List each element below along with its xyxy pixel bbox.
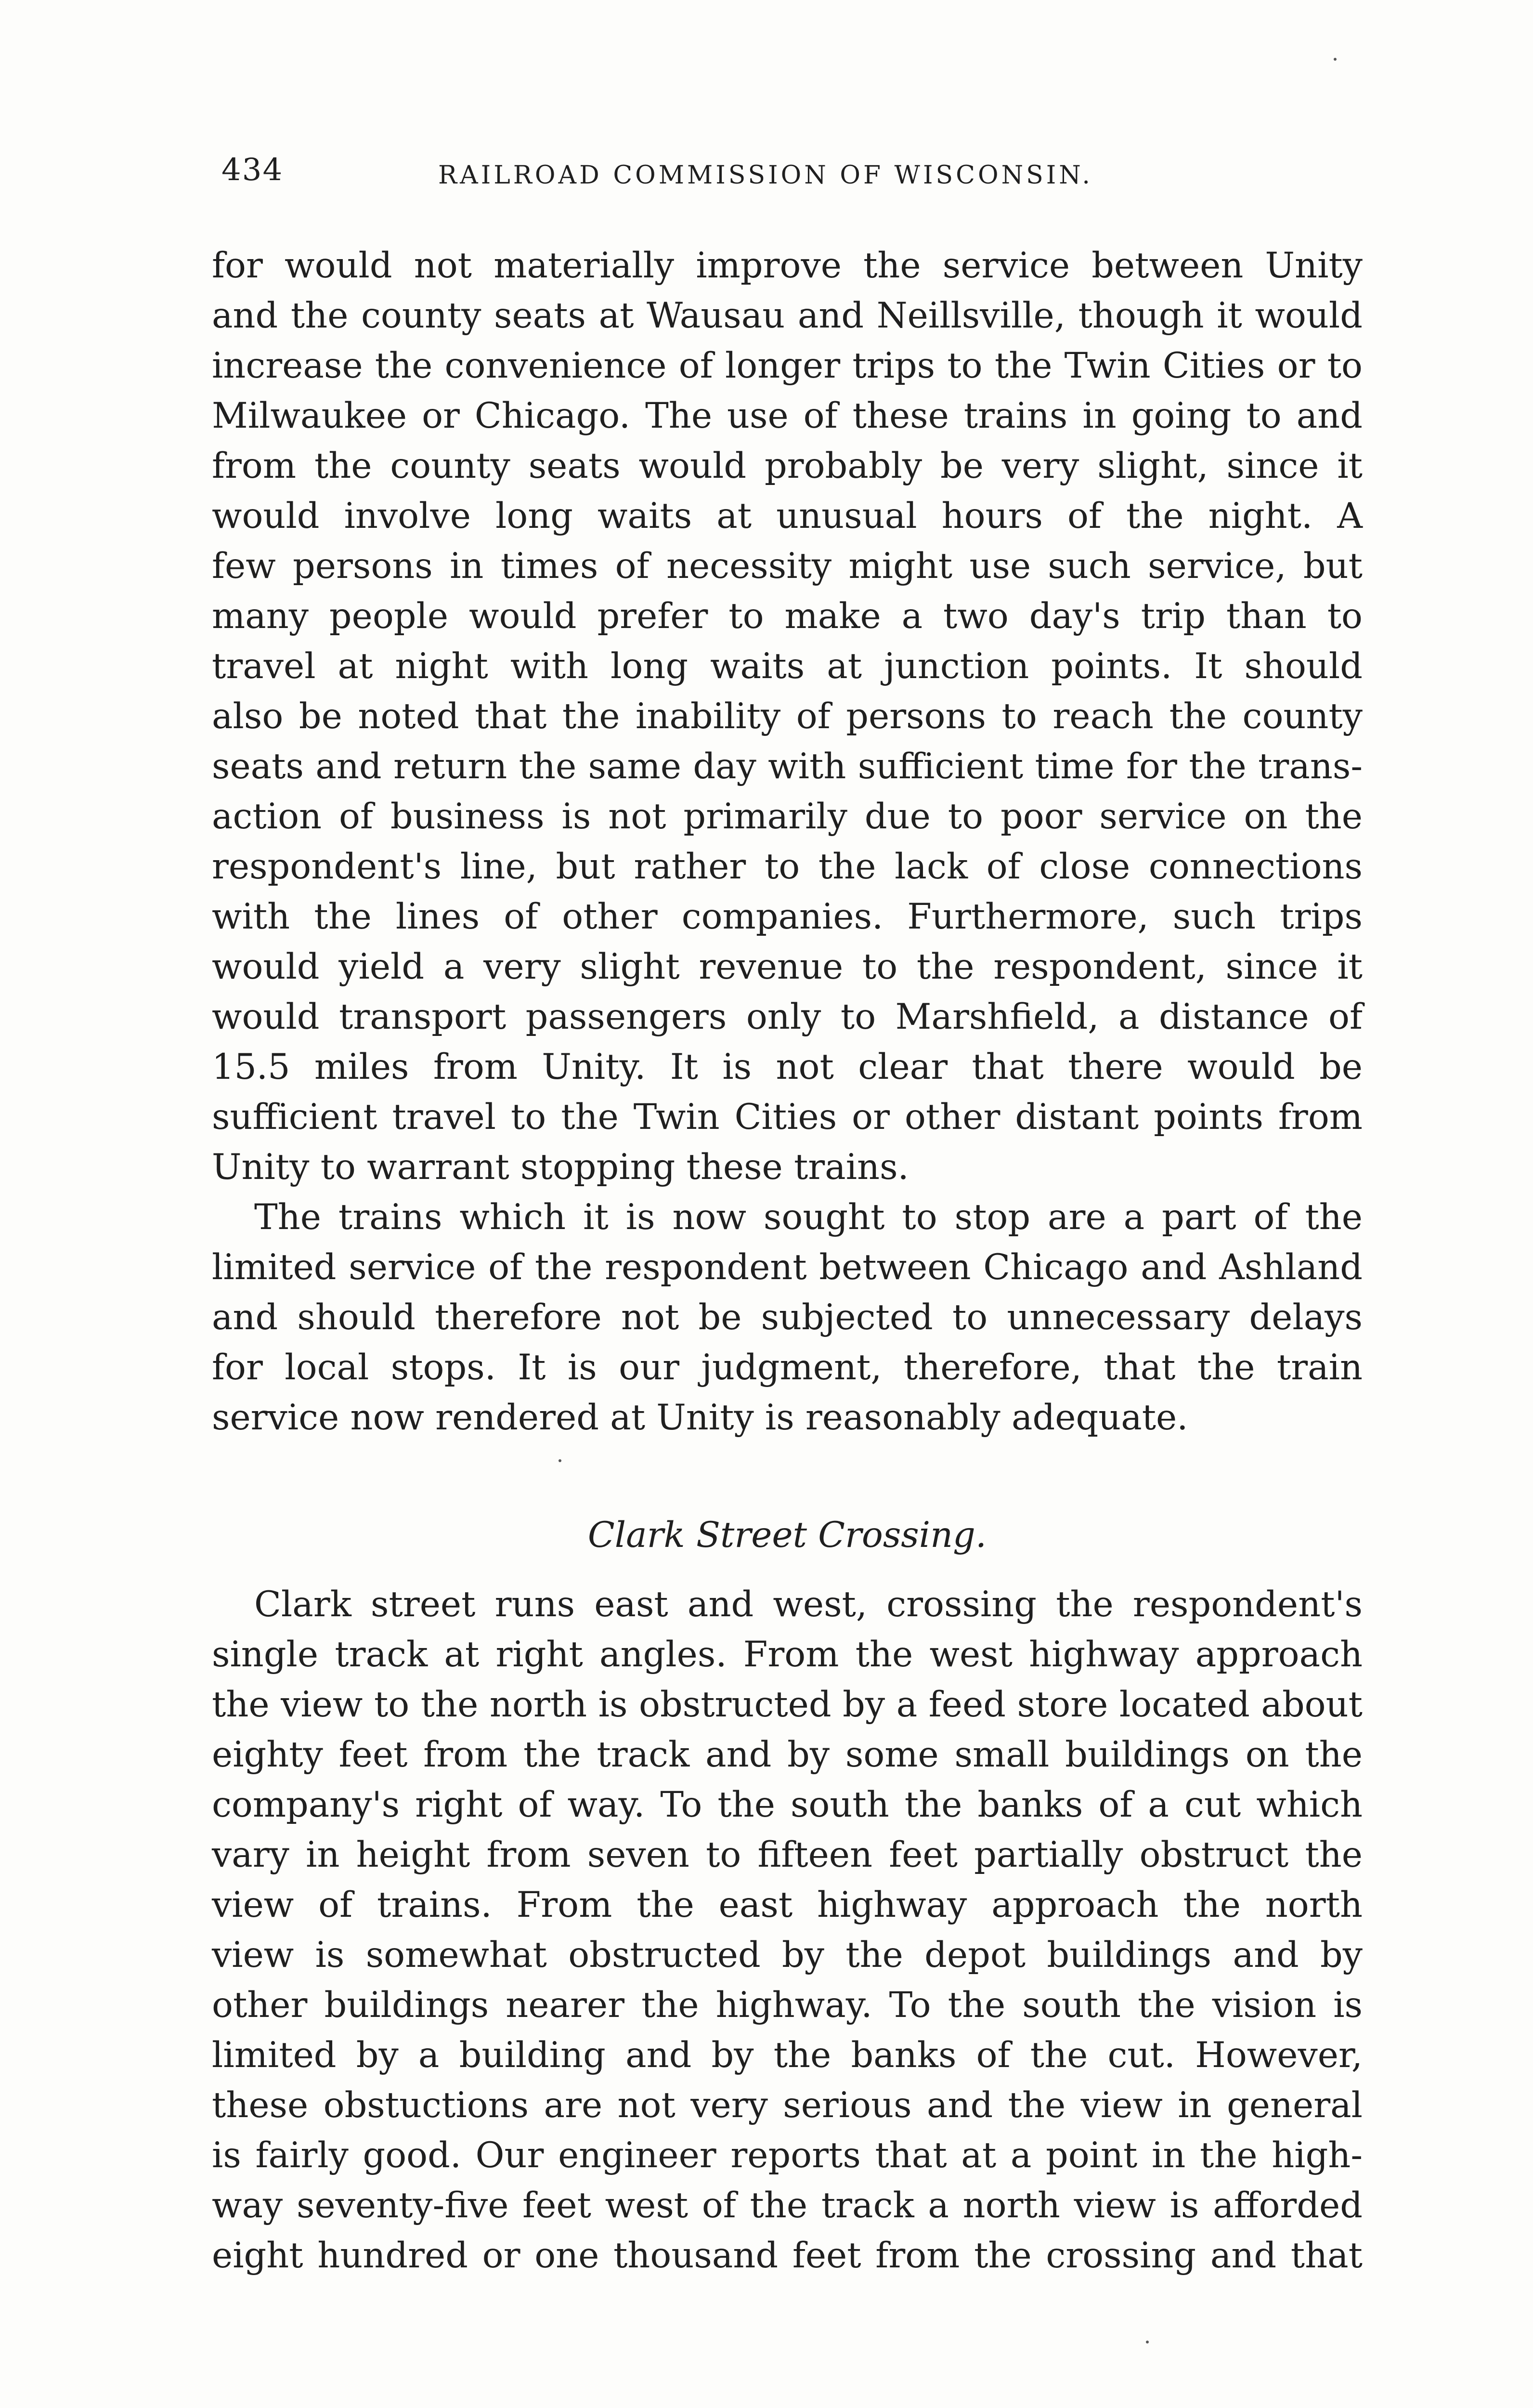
text-line: limited by a building and by the banks of the cut. However, — [212, 2035, 1363, 2076]
text-line: vary in height from seven to fifteen feet partially obstruct the — [212, 1834, 1363, 1875]
text-line: would yield a very slight revenue to the respondent, since it — [212, 946, 1363, 987]
text-line: company's right of way. To the south the banks of a cut which — [212, 1784, 1363, 1825]
text-line: and should therefore not be subjected to unnecessary delays — [212, 1297, 1363, 1338]
text-line: also be noted that the inability of persons to reach the county — [212, 696, 1363, 737]
text-line: eighty feet from the track and by some small buildings on the — [212, 1734, 1363, 1775]
scan-speck — [1334, 58, 1337, 61]
text-line: these obstuctions are not very serious and the view in general — [212, 2085, 1363, 2126]
text-line: seats and return the same day with sufficient time for the trans- — [212, 746, 1363, 787]
text-line: for local stops. It is our judgment, therefore, that the train — [212, 1347, 1363, 1388]
text-line: is fairly good. Our engineer reports that at a point in the high- — [212, 2135, 1363, 2176]
text-line: from the county seats would probably be very slight, since it — [212, 445, 1363, 486]
text-line: for would not materially improve the service between Unity — [212, 245, 1363, 286]
paragraph — [212, 1580, 1363, 2281]
text-line: the view to the north is obstructed by a feed store located about — [212, 1684, 1363, 1725]
paragraph — [212, 1192, 1363, 1443]
scan-speck — [559, 1459, 561, 1462]
text-line: action of business is not primarily due to poor service on the — [212, 796, 1363, 837]
text-line: would involve long waits at unusual hours of the night. A — [212, 496, 1363, 537]
text-line: few persons in times of necessity might use such service, but — [212, 546, 1363, 587]
section-heading: Clark Street Crossing. — [587, 1515, 987, 1556]
page-header — [212, 144, 1358, 202]
text-line: view is somewhat obstructed by the depot buildings and by — [212, 1935, 1363, 1976]
text-line: many people would prefer to make a two day's trip than to — [212, 596, 1363, 637]
text-line: Milwaukee or Chicago. The use of these trains in going to and — [212, 395, 1363, 436]
text-line: with the lines of other companies. Furthermore, such trips — [212, 896, 1363, 937]
page-body — [212, 241, 1363, 2281]
text-line: Unity to warrant stopping these trains. — [212, 1147, 909, 1188]
text-line: sufficient travel to the Twin Cities or other distant points from — [212, 1097, 1363, 1138]
text-line: view of trains. From the east highway approach the north — [212, 1885, 1363, 1925]
text-line: would transport passengers only to Marshfield, a distance of — [212, 996, 1363, 1037]
running-head: RAILROAD COMMISSION OF WISCONSIN. — [438, 161, 1093, 190]
text-line: other buildings nearer the highway. To the south the vision is — [212, 1985, 1363, 2026]
text-line: travel at night with long waits at junction points. It should — [212, 646, 1363, 687]
scan-speck — [1146, 2341, 1149, 2343]
text-line: and the county seats at Wausau and Neillsville, though it would — [212, 295, 1363, 336]
text-line: service now rendered at Unity is reasonably adequate. — [212, 1397, 1188, 1438]
paragraph-continuation — [212, 241, 1363, 1192]
text-line: respondent's line, but rather to the lack of close connections — [212, 846, 1363, 887]
text-line: eight hundred or one thousand feet from the crossing and that — [212, 2235, 1363, 2276]
text-line: 15.5 miles from Unity. It is not clear that there would be — [212, 1047, 1363, 1087]
text-line: The trains which it is now sought to stop are a part of the — [254, 1197, 1363, 1238]
text-line: limited service of the respondent between Chicago and Ashland — [212, 1247, 1363, 1288]
page-number: 434 — [221, 152, 284, 188]
text-line: Clark street runs east and west, crossing the respondent's — [254, 1584, 1363, 1625]
text-line: way seventy-five feet west of the track a north view is afforded — [212, 2185, 1363, 2226]
text-line: single track at right angles. From the west highway approach — [212, 1634, 1363, 1675]
text-line: increase the convenience of longer trips to the Twin Cities or to — [212, 345, 1363, 386]
